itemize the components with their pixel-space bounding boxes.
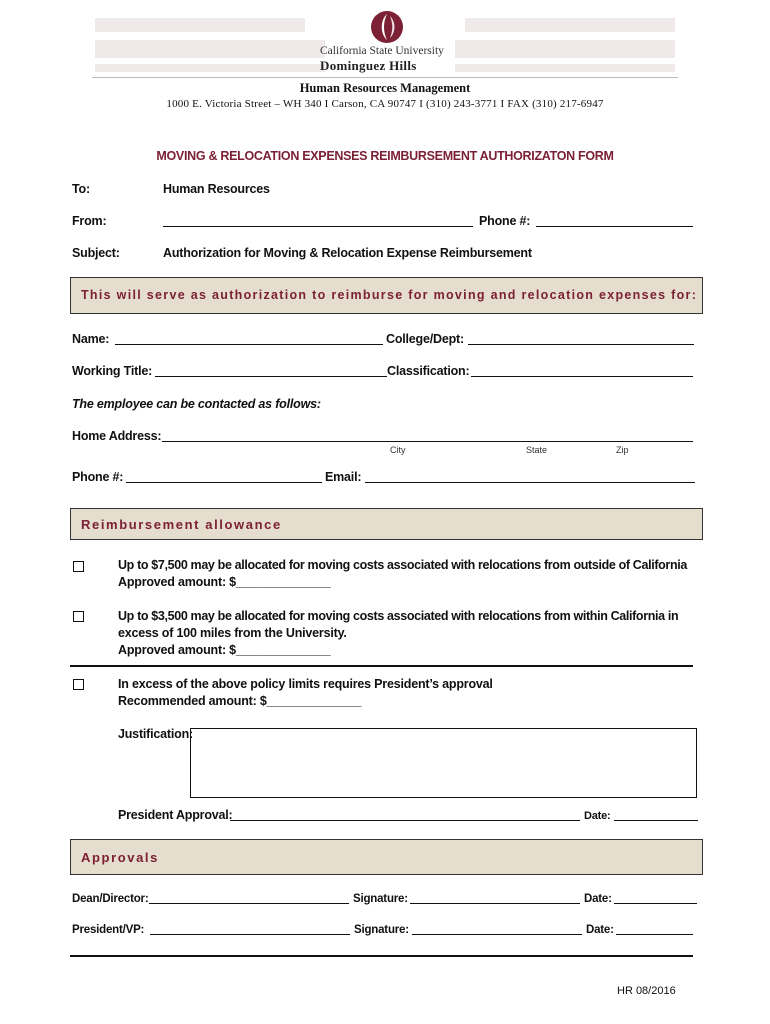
- form-code: HR 08/2016: [617, 985, 676, 997]
- employee-phone-field[interactable]: [126, 482, 322, 483]
- option1-text: Up to $7,500 may be allocated for moving costs associated with relocations from outside of California: [118, 558, 687, 572]
- dean-director-label: Dean/Director:: [72, 893, 149, 905]
- reimbursement-section-title: Reimbursement allowance: [81, 517, 282, 532]
- authorization-section-header: [70, 277, 703, 314]
- option3-text: In excess of the above policy limits requires President’s approval: [118, 677, 493, 691]
- contact-note: The employee can be contacted as follows:: [72, 397, 321, 411]
- working-title-field[interactable]: [155, 376, 387, 377]
- department-address: 1000 E. Victoria Street – WH 340 I Carson, CA 90747 I (310) 243-3771 I FAX (310) 217-6947: [166, 98, 604, 110]
- logo-line1: California State University: [320, 45, 444, 57]
- president-approval-date-field[interactable]: [614, 820, 698, 821]
- header-divider: [92, 77, 678, 78]
- logo-emblem-icon: [370, 10, 404, 44]
- policy-divider: [70, 665, 693, 667]
- president-signature-label: Signature:: [354, 924, 409, 936]
- state-caption: State: [526, 445, 548, 455]
- president-signature-field[interactable]: [412, 934, 582, 935]
- form-title: MOVING & RELOCATION EXPENSES REIMBURSEMENT AUTHORIZATON FORM: [156, 149, 614, 163]
- option3-recommended-amount[interactable]: Recommended amount: $______________: [118, 694, 362, 708]
- zip-caption: Zip: [616, 445, 629, 455]
- email-field[interactable]: [365, 482, 695, 483]
- from-phone-label: Phone #:: [479, 214, 531, 228]
- president-approval-field[interactable]: [230, 820, 580, 821]
- authorization-section-title: This will serve as authorization to reimburse for moving and relocation expenses for:: [81, 288, 698, 302]
- dean-signature-label: Signature:: [353, 893, 408, 905]
- option1-approved-amount[interactable]: Approved amount: $______________: [118, 575, 331, 589]
- working-title-label: Working Title:: [72, 364, 153, 378]
- dean-signature-field[interactable]: [410, 903, 580, 904]
- college-dept-field[interactable]: [468, 344, 694, 345]
- option2-approved-amount[interactable]: Approved amount: $______________: [118, 643, 331, 657]
- president-vp-label: President/VP:: [72, 924, 145, 936]
- home-address-field[interactable]: [162, 441, 693, 442]
- footer-divider: [70, 955, 693, 957]
- dean-date-field[interactable]: [614, 903, 697, 904]
- university-logo: [318, 10, 458, 74]
- justification-label: Justification:: [118, 727, 193, 741]
- approvals-section-header: [70, 839, 703, 875]
- logo-line2: Dominguez Hills: [320, 58, 417, 73]
- president-date-field[interactable]: [616, 934, 693, 935]
- option1-checkbox[interactable]: [73, 561, 84, 572]
- option2-text-line2: excess of 100 miles from the University.: [118, 626, 347, 640]
- city-caption: City: [390, 445, 406, 455]
- name-label: Name:: [72, 332, 110, 346]
- reimbursement-section-header: [70, 508, 703, 540]
- name-field[interactable]: [115, 344, 383, 345]
- president-date-label: Date:: [586, 924, 614, 936]
- from-phone-field[interactable]: [536, 226, 693, 227]
- to-value: Human Resources: [163, 182, 270, 196]
- classification-field[interactable]: [471, 376, 693, 377]
- president-approval-date-label: Date:: [584, 810, 611, 822]
- justification-textarea[interactable]: [190, 728, 697, 798]
- dean-date-label: Date:: [584, 893, 612, 905]
- option2-checkbox[interactable]: [73, 611, 84, 622]
- from-field[interactable]: [163, 226, 473, 227]
- president-approval-label: President Approval:: [118, 808, 233, 822]
- classification-label: Classification:: [387, 364, 470, 378]
- approvals-section-title: Approvals: [81, 850, 159, 865]
- college-dept-label: College/Dept:: [386, 332, 464, 346]
- subject-label: Subject:: [72, 246, 120, 260]
- to-label: To:: [72, 182, 90, 196]
- dean-director-field[interactable]: [149, 903, 349, 904]
- department-name: Human Resources Management: [299, 81, 471, 95]
- option3-checkbox[interactable]: [73, 679, 84, 690]
- email-label: Email:: [325, 470, 362, 484]
- president-vp-field[interactable]: [150, 934, 350, 935]
- home-address-label: Home Address:: [72, 429, 162, 443]
- option2-text-line1: Up to $3,500 may be allocated for moving costs associated with relocations from within California in: [118, 609, 679, 623]
- from-label: From:: [72, 214, 107, 228]
- subject-value: Authorization for Moving & Relocation Expense Reimbursement: [163, 246, 532, 260]
- employee-phone-label: Phone #:: [72, 470, 124, 484]
